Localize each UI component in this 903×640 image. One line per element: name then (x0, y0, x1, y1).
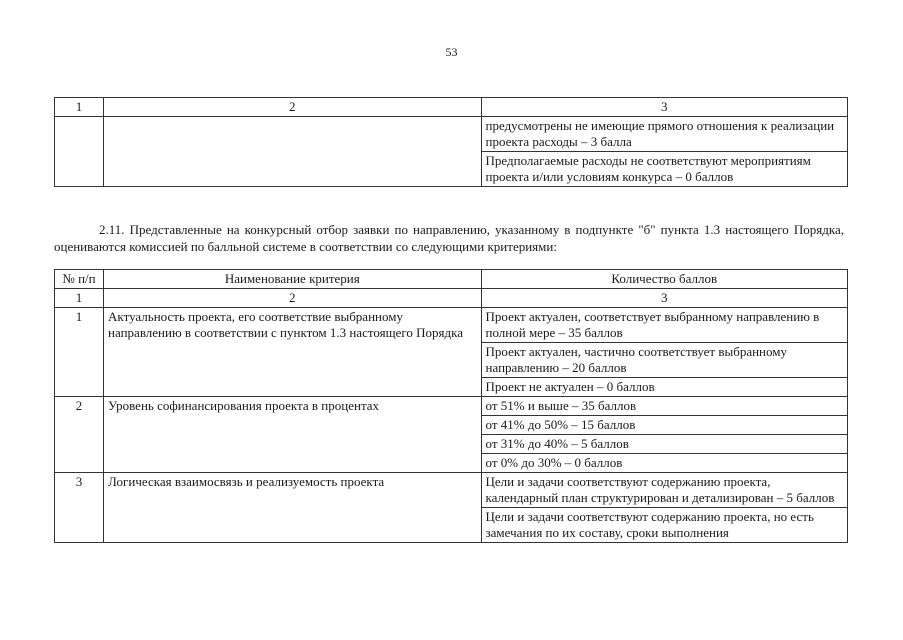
column-number-cell: 1 (55, 98, 104, 117)
points-cell: Проект актуален, частично соответствует выбранному направлению – 20 баллов (481, 343, 847, 378)
column-number-cell: 2 (104, 289, 481, 308)
table-row (55, 117, 848, 152)
criteria-table (54, 269, 848, 543)
column-number-cell: 3 (481, 289, 847, 308)
points-cell: Предполагаемые расходы не соответствуют мероприятиям проекта и/или условиям конкурса – 0 баллов (481, 152, 847, 187)
criterion-cell: Актуальность проекта, его соответствие выбранному направлению в соответствии с пунктом 1.3 настоящего Порядка (104, 308, 481, 397)
points-cell: от 0% до 30% – 0 баллов (481, 454, 847, 473)
points-cell: Цели и задачи соответствуют содержанию проекта, календарный план структурирован и детализирован – 5 баллов (481, 473, 847, 508)
table-header-row (55, 98, 848, 117)
table-row (55, 473, 848, 508)
section-paragraph: 2.11. Представленные на конкурсный отбор заявки по направлению, указанному в подпункте "б" пункта 1.3 настоящего Порядка, оцениваются комиссией по балльной системе в соответствии со следующими критериями: (54, 222, 844, 254)
points-cell: от 31% до 40% – 5 баллов (481, 435, 847, 454)
points-cell: Проект не актуален – 0 баллов (481, 378, 847, 397)
points-cell: от 41% до 50% – 15 баллов (481, 416, 847, 435)
points-cell: Цели и задачи соответствуют содержанию проекта, но есть замечания по их составу, сроки выполнения (481, 508, 847, 543)
points-cell: от 51% и выше – 35 баллов (481, 397, 847, 416)
column-numbers-row (55, 289, 848, 308)
points-cell: предусмотрены не имеющие прямого отношения к реализации проекта расходы – 3 балла (481, 117, 847, 152)
empty-cell (104, 117, 481, 187)
row-number: 3 (55, 473, 104, 543)
header-number: № п/п (55, 270, 104, 289)
table-row (55, 308, 848, 343)
header-criterion: Наименование критерия (104, 270, 481, 289)
points-cell: Проект актуален, соответствует выбранному направлению в полной мере – 35 баллов (481, 308, 847, 343)
row-number: 1 (55, 308, 104, 397)
continuation-table (54, 97, 848, 187)
column-number-cell: 1 (55, 289, 104, 308)
table-header-row (55, 270, 848, 289)
page-number: 53 (445, 45, 458, 59)
table-row (55, 397, 848, 416)
column-number-cell: 3 (481, 98, 847, 117)
header-points: Количество баллов (481, 270, 847, 289)
column-number-cell: 2 (104, 98, 481, 117)
criterion-cell: Уровень софинансирования проекта в процентах (104, 397, 481, 473)
criterion-cell: Логическая взаимосвязь и реализуемость проекта (104, 473, 481, 543)
empty-cell (55, 117, 104, 187)
row-number: 2 (55, 397, 104, 473)
